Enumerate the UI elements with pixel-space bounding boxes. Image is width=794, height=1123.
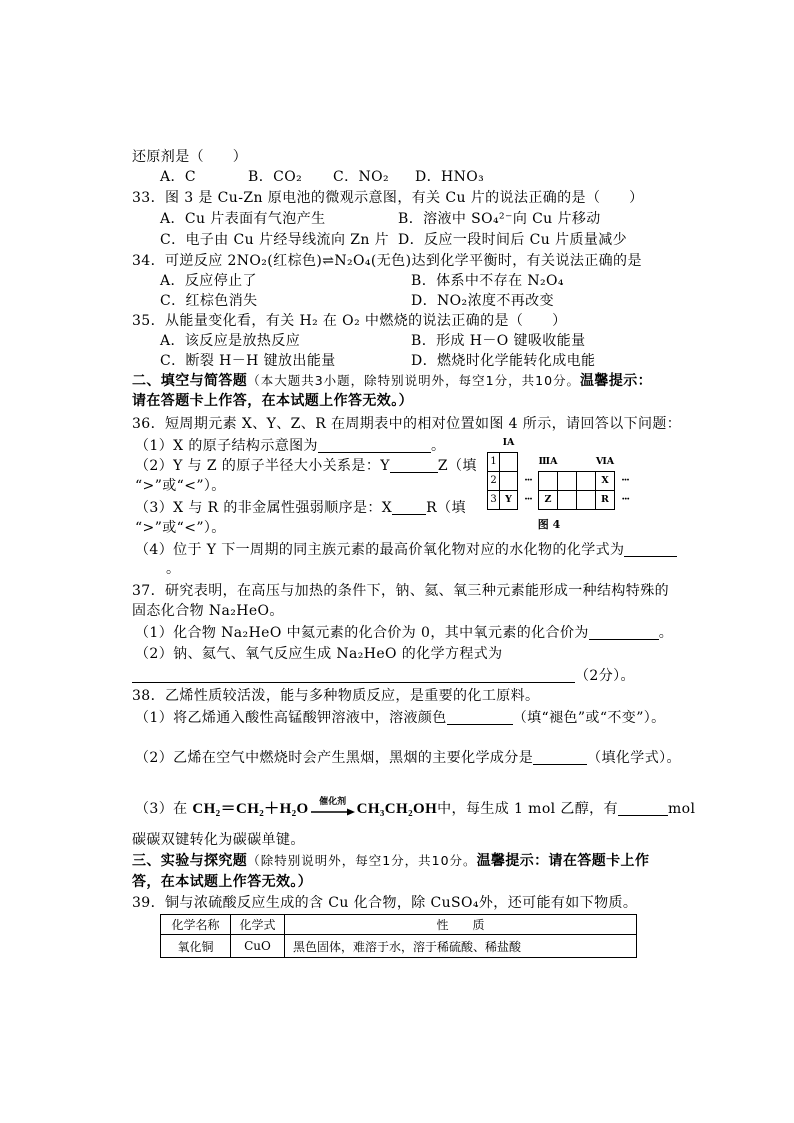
cell-chemical-name: 氧化铜 [161,935,231,958]
q37-part1-text: （1）化合物 Na₂HeO 中氦元素的化合价为 0，其中氧元素的化合价为 [135,625,589,641]
section2-heading [132,371,652,391]
period-label: 3 [488,491,500,510]
q36-part2 [135,456,477,476]
q38-stem: 38．乙烯性质较活泼，能与多种物质反应，是重要的化工原料。 [132,688,540,704]
q34-option-d: D．NO₂浓度不再改变 [411,293,554,309]
cell-formula: CuO [231,935,285,958]
q33-option-a: A．Cu 片表面有气泡产生 [160,211,326,227]
q36-part1 [135,436,445,456]
table-cell [558,491,577,510]
q37-part1-end: 。 [658,625,674,641]
section3-hint: 温馨提示：请在答题卡上作 [476,853,650,869]
q36-part4-text: （4）位于 Y 下一周期的同主族元素的最高价氧化物对应的水化物的化学式为 [135,542,625,558]
q38-part3-cont: 碳碳双键转化为碳碳单键。 [132,832,305,848]
period-label: 2 [488,472,500,491]
table-header-row [161,915,637,935]
q38-part3-middle: 中，每生成 1 mol 乙醇，有 [437,801,618,817]
q38-part2-text: （2）乙烯在空气中燃烧时会产生黑烟，黑烟的主要化学成分是 [135,750,534,766]
reaction-arrow [311,799,355,819]
section3-hint-cont: 答，在本试题上作答无效。） [132,874,313,890]
answer-blank [390,457,438,473]
figure-caption: 图 4 [537,518,561,531]
q38-part3 [135,799,695,819]
q35-option-c: C．断裂 H－H 键放出能量 [160,353,336,369]
period-label: 1 [488,453,500,472]
q36-part2-text: （2）Y 与 Z 的原子半径大小关系是：Y [135,458,390,474]
catalyst-label: 催化剂 [319,797,347,807]
q36-part1-text: （1）X 的原子结构示意图为 [135,438,318,454]
section2-hint-cont: 请在答题卡上作答，在本试题上作答无效。） [132,393,413,409]
q36-part4 [135,540,677,560]
section3-note: （除特别说明外，每空1分，共10分。 [247,853,477,868]
answer-blank [618,800,668,816]
q38-part1-end: （填“褪色”或“不变”）。 [512,710,666,726]
q34-stem: 34．可逆反应 2NO₂(红棕色)⇌N₂O₄(无色)达到化学平衡时，有关说法正确的是 [132,253,642,269]
q36-part3-end: R（填 [426,500,466,516]
q38-part3-text: （3）在 [135,801,188,817]
q36-part3-cont: “>”或“<”）。 [135,520,226,536]
q33-option-b: B．溶液中 SO₄²⁻向 Cu 片移动 [398,211,601,227]
element-y: Y [500,491,518,510]
q39-stem: 39．铜与浓硫酸反应生成的含 Cu 化合物，除 CuSO₄外，还可能有如下物质。 [132,895,638,911]
arrow-icon [311,808,355,816]
equation-product: CH₃CH₂OH [356,801,438,817]
q38-part1-text: （1）将乙烯通入酸性高锰酸钾溶液中，溶液颜色 [135,710,447,726]
q37-part2: （2）钠、氦气、氧气反应生成 Na₂HeO 的化学方程式为 [135,646,503,662]
group-label-6a: ⅥA [595,455,615,467]
q36-part2-cont: “>”或“<”）。 [135,478,226,494]
q37-part2-answer-line [132,666,635,686]
equation-reactants: CH₂＝CH₂＋H₂O [192,801,309,817]
table-cell [577,472,596,491]
header-formula: 化学式 [231,915,285,935]
element-r: R [596,491,615,510]
q34-option-a: A．反应停止了 [160,273,257,289]
q36-stem: 36．短周期元素 X、Y、Z、R 在周期表中的相对位置如图 4 所示，请回答以下问题： [132,416,682,432]
section2-note: （本大题共3小题，除特别说明外，每空1分，共10分。 [247,373,581,388]
cell-properties: 黑色固体，难溶于水，溶于稀硫酸、稀盐酸 [285,935,637,958]
table-cell [500,472,518,491]
q37-stem: 37．研究表明，在高压与加热的条件下，钠、氦、氧三种元素能形成一种结构特殊的 [132,583,670,599]
q36-part2-end: Z（填 [437,458,477,474]
q36-part3-text: （3）X 与 R 的非金属性强弱顺序是：X [135,500,393,516]
q38-part1 [135,708,666,728]
q32-option-b: B．CO₂ [248,169,303,185]
ellipsis: ··· [621,475,629,486]
section3-heading [132,851,649,871]
q33-option-c: C．电子由 Cu 片经导线流向 Zn 片 [160,232,389,248]
q32-option-a: A．C [160,169,197,185]
ellipsis: ··· [621,494,629,505]
answer-blank [589,624,659,640]
element-z: Z [539,491,558,510]
q35-stem: 35．从能量变化看，有关 H₂ 在 O₂ 中燃烧的说法正确的是（ ） [132,313,567,329]
q36-part3 [135,498,466,518]
answer-blank [447,709,513,725]
q35-option-b: B．形成 H－O 键吸收能量 [411,333,586,349]
table-cell [500,453,518,472]
q36-part1-end: 。 [430,438,446,454]
q34-option-c: C．红棕色消失 [160,293,258,309]
header-chemical-name: 化学名称 [161,915,231,935]
q32-option-c: C．NO₂ [333,169,390,185]
group-label-3a: ⅢA [538,455,558,467]
figure-4-periodic-table [487,434,637,538]
answer-blank [624,541,677,557]
q38-part2 [135,748,681,768]
answer-blank [533,749,587,765]
q37-part1 [135,623,673,643]
q35-option-a: A．该反应是放热反应 [160,333,301,349]
q32-stem-tail: 还原剂是（ ） [132,149,248,165]
section3-title: 三、实验与探究题 [132,853,248,869]
periodic-table-grid [487,434,636,510]
table-cell [539,472,558,491]
q32-option-d: D．HNO₃ [415,169,485,185]
table-cell [577,491,596,510]
answer-blank [318,437,431,453]
q37-stem-cont: 固态化合物 Na₂HeO。 [132,603,284,619]
q33-option-d: D．反应一段时间后 Cu 片质量减少 [398,232,628,248]
section2-title: 二、填空与简答题 [132,373,248,389]
element-x: X [596,472,615,491]
table-row [161,935,637,958]
q36-part4-cont: 。 [166,561,181,577]
section2-hint: 温馨提示： [580,373,653,389]
header-properties: 性 质 [285,915,637,935]
table-cell [558,472,577,491]
answer-blank [392,499,426,515]
ellipsis: ··· [524,475,532,486]
q35-option-d: D．燃烧时化学能转化成电能 [411,353,596,369]
q39-property-table [160,914,637,958]
q34-option-b: B．体系中不存在 N₂O₄ [411,273,564,289]
q37-part2-score: （2分）。 [575,668,635,684]
q38-part2-end: （填化学式）。 [587,750,681,766]
ellipsis: ··· [524,494,532,505]
group-label-1a: ⅠA [502,437,515,448]
q38-part3-unit: mol [667,801,696,817]
q33-stem: 33．图 3 是 Cu-Zn 原电池的微观示意图，有关 Cu 片的说法正确的是（ ） [132,190,644,206]
answer-blank [132,667,575,683]
